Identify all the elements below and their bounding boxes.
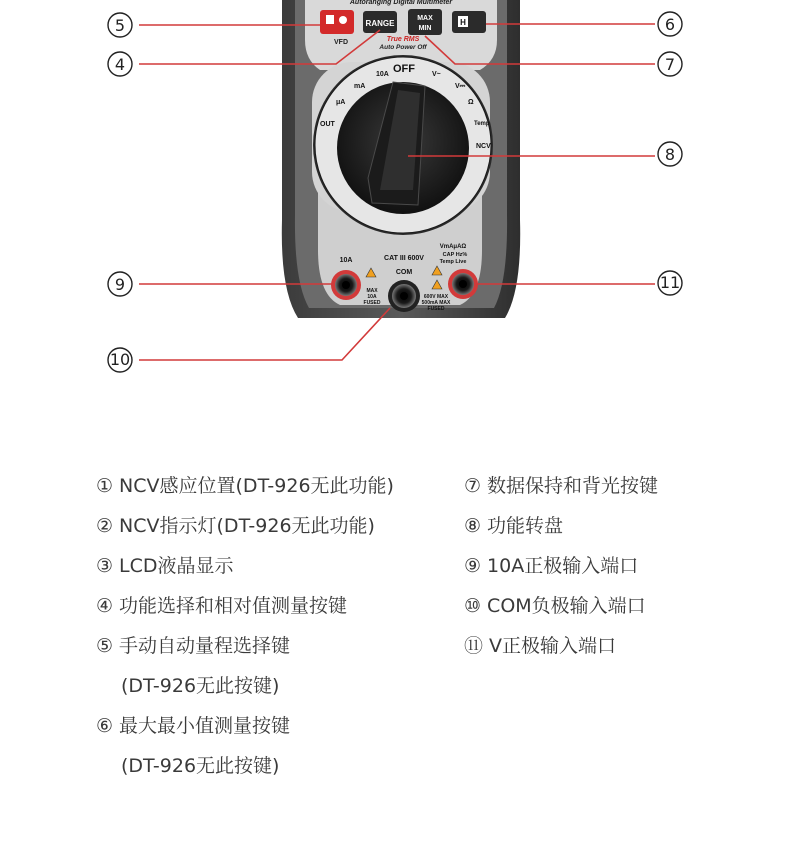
hold-label: H: [460, 18, 466, 27]
jack-10a-rating-2: 10A: [367, 294, 377, 300]
svg-text:5: 5: [114, 16, 126, 35]
svg-text:9: 9: [114, 275, 126, 294]
svg-text:8: 8: [664, 145, 676, 164]
max-label: MAX: [417, 15, 433, 22]
legend-text: NCV指示灯(DT-926无此功能): [119, 515, 375, 537]
legend-text: 数据保持和背光按键: [487, 475, 659, 497]
rotary-dial[interactable]: [313, 55, 493, 235]
jack-10a-rating-3: FUSED: [363, 300, 381, 306]
legend-item: [96, 474, 394, 498]
dial-label-off: OFF: [393, 63, 415, 75]
legend-text: 功能转盘: [487, 515, 564, 537]
legend-text: LCD液晶显示: [119, 555, 234, 577]
callout-4: [108, 52, 132, 76]
svg-text:10: 10: [109, 350, 131, 369]
legend-text: V正极输入端口: [489, 635, 617, 657]
legend-text: 10A正极输入端口: [487, 555, 639, 577]
legend-text: NCV感应位置(DT-926无此功能): [119, 475, 394, 497]
svg-text:7: 7: [664, 55, 676, 74]
dial-label-out: OUT: [320, 121, 335, 128]
dial-label-temp: Temp: [474, 121, 490, 127]
jack-v-mid-label: CAP Hz%: [442, 252, 468, 258]
callout-9: [108, 272, 132, 296]
jack-v-rating-1: 600V MAX: [423, 294, 449, 300]
legend-text: 最大最小值测量按键: [119, 715, 291, 737]
jack-com[interactable]: [388, 280, 420, 312]
callout-10: [108, 348, 132, 372]
svg-text:4: 4: [114, 55, 126, 74]
dial-label-ohm: Ω: [468, 99, 474, 106]
multimeter-diagram: [0, 0, 790, 400]
svg-text:6: 6: [664, 15, 676, 34]
dial-label-10a: 10A: [376, 71, 389, 78]
legend-number: ①: [96, 475, 114, 497]
range-button[interactable]: [363, 11, 397, 33]
dial-label-vfd: V~: [432, 71, 441, 78]
true-rms-label: True RMS: [386, 36, 420, 43]
legend-number: ⑪: [464, 635, 484, 657]
range-button-label: RANGE: [365, 19, 395, 28]
min-label: MIN: [418, 25, 432, 32]
legend-number: ⑦: [464, 475, 482, 497]
max-min-button[interactable]: [408, 9, 442, 35]
legend-number: ③: [96, 555, 114, 577]
vfd-label: VFD: [334, 39, 348, 46]
legend-text: (DT-926无此按键): [121, 675, 280, 697]
legend-item: [464, 514, 563, 538]
dial-label-ma: mA: [354, 83, 366, 90]
legend-item: [96, 594, 347, 618]
legend-item: [464, 594, 646, 618]
legend-text: 手动自动量程选择键: [119, 635, 291, 657]
jack-v-rating-3: FUSED: [427, 306, 445, 312]
dial-label-vdc: V⎓: [455, 83, 466, 90]
callout-5: [108, 13, 132, 37]
jack-v[interactable]: [448, 269, 478, 299]
legend-item: [464, 474, 658, 498]
legend-item: [96, 714, 290, 738]
legend-text: COM负极输入端口: [487, 595, 646, 617]
jack-v-top-label: VmAμAΩ: [439, 244, 467, 250]
legend-number: ⑩: [464, 595, 482, 617]
callout-8: [658, 142, 682, 166]
jack-com-top-label: CAT III 600V: [384, 255, 424, 262]
dial-label-ua: μA: [336, 99, 346, 106]
legend-item: [96, 554, 234, 578]
legend-number: ④: [96, 595, 114, 617]
legend-text: 功能选择和相对值测量按键: [119, 595, 348, 617]
legend-item: [464, 634, 616, 658]
svg-text:11: 11: [659, 273, 681, 292]
legend-number: ⑨: [464, 555, 482, 577]
callout-6: [658, 12, 682, 36]
callout-11: [658, 271, 682, 295]
jack-v-rating-2: 500mA MAX: [421, 300, 451, 306]
light-button[interactable]: [320, 10, 354, 34]
legend-number: ⑥: [96, 715, 114, 737]
auto-power-off-label: Auto Power Off: [379, 44, 427, 51]
jack-com-label: COM: [395, 269, 413, 276]
jack-v-bottom-label: Temp Live: [439, 259, 467, 265]
dial-label-ncv: NCV: [476, 143, 491, 150]
jack-10a-rating-1: MAX: [366, 288, 378, 294]
legend-item: [121, 754, 279, 778]
jack-10a-label: 10A: [339, 257, 353, 264]
jack-10a[interactable]: [331, 270, 361, 300]
callout-7: [658, 52, 682, 76]
hold-button[interactable]: [452, 11, 486, 33]
legend-number: ②: [96, 515, 114, 537]
legend-item: [121, 674, 279, 698]
legend-item: [464, 554, 638, 578]
legend-number: ⑧: [464, 515, 482, 537]
legend-number: ⑤: [96, 635, 114, 657]
model-strip: Autoranging Digital Multimeter: [349, 0, 453, 6]
legend-item: [96, 514, 375, 538]
legend-text: (DT-926无此按键): [121, 755, 280, 777]
legend-item: [96, 634, 290, 658]
